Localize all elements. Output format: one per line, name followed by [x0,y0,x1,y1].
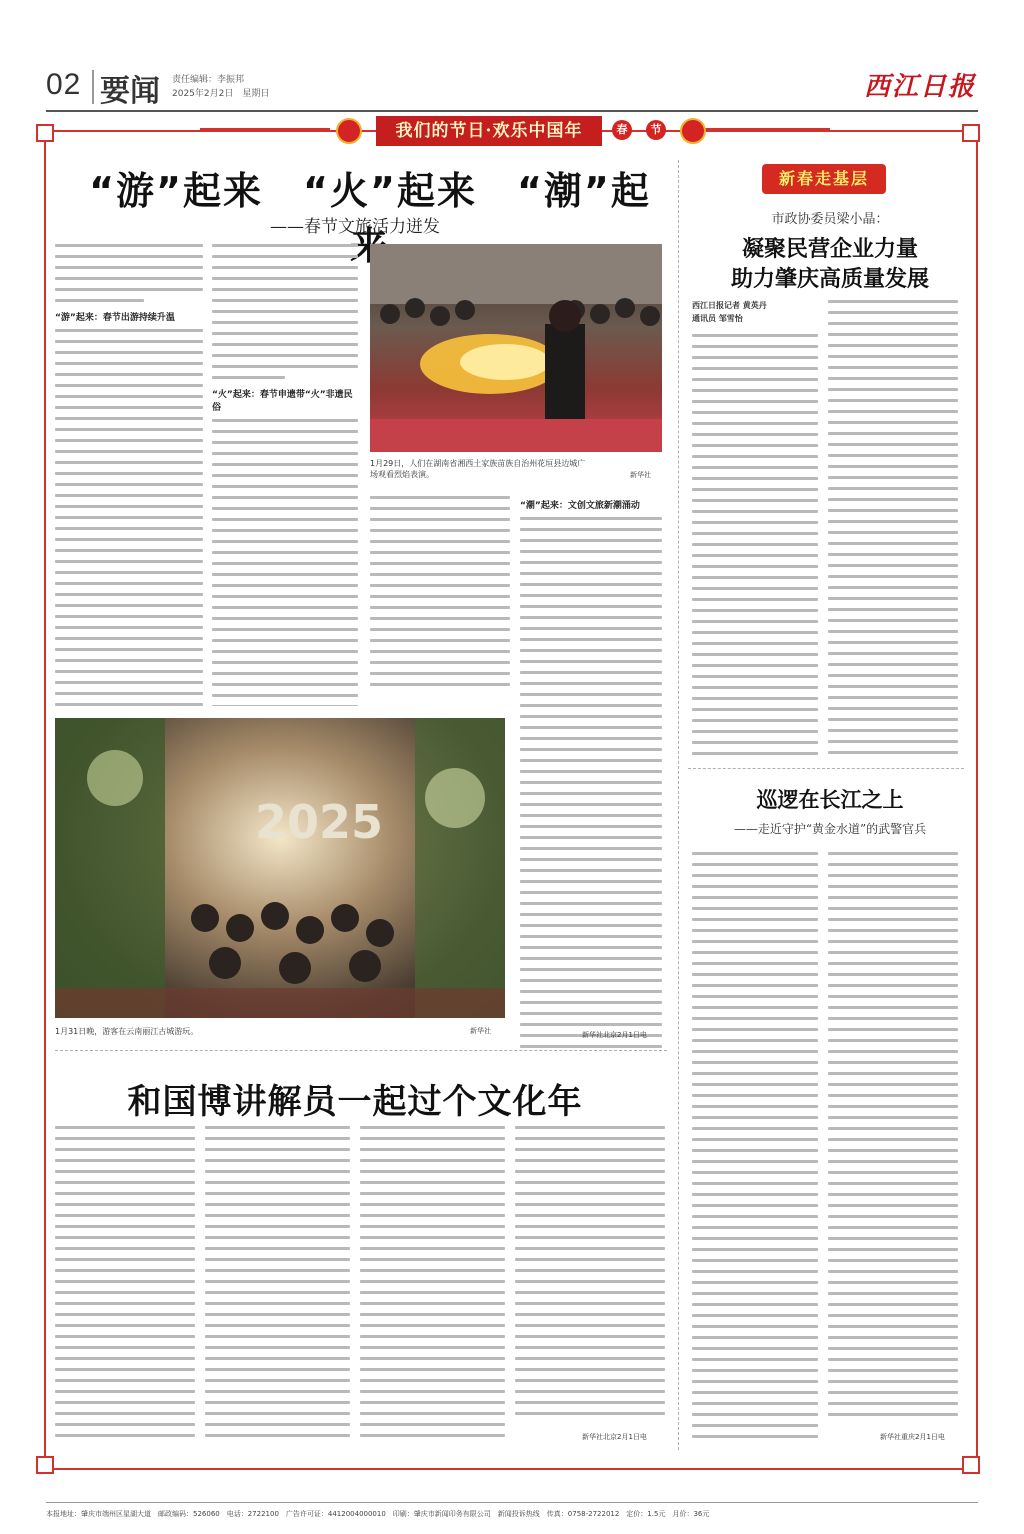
rc-story2-col-2 [828,852,958,1424]
lead-subhead-3: “潮”起来：文创文旅新潮涌动 [520,501,640,511]
masthead-divider [92,70,94,104]
lead-subheadline: ——春节文旅活力迸发 [270,217,440,237]
rc-headline-line2: 助力肇庆高质量发展 [730,266,929,292]
newspaper-logo: 西江日报 [863,72,976,102]
editor-line: 责任编辑：李振邦 [172,75,245,85]
bottom-text-col-3 [360,1126,505,1444]
rc-byline-reporter: 西江日报记者 黄英丹 [692,301,767,310]
photo-fire-performance [370,244,662,452]
rc-headline-line1: 凝聚民营企业力量 [741,236,918,262]
rc-story2-col-1 [692,852,818,1442]
lantern-icon [680,118,706,144]
frame-corner-ornament [962,124,980,142]
masthead-rule [46,110,978,112]
bottom-dateline: 新华社北京2月1日电 [582,1433,647,1441]
rc-text-col-2 [828,300,958,762]
page-number: 02 [46,68,82,101]
banner-rule-left [200,128,330,130]
lead-text-col-1 [55,244,203,706]
section-title: 要闻 [100,74,160,109]
lead-dateline: 新华社北京2月1日电 [582,1031,647,1039]
badge-jie: 节 [646,120,666,140]
lead-text-col-3 [370,496,510,710]
bottom-headline: 和国博讲解员一起过个文化年 [127,1082,583,1122]
photo2-credit: 新华社 [470,1027,491,1035]
bottom-text-col-4 [515,1126,665,1426]
photo1-credit: 新华社 [630,471,651,479]
lead-subhead-1: “游”起来：春节出游持续升温 [55,313,175,323]
page-footer: 本报地址：肇庆市端州区星湖大道 邮政编码：526060 电话：2722100 广告许可证：4412004000010 印刷：肇庆市新闻印务有限公司 新闻投诉热线 传真：0758-2722012 定价：1.5元 月价：36元 [46,1502,978,1519]
photo2-caption: 1月31日晚，游客在云南丽江古城游玩。 [55,1027,199,1036]
svg-text:2025: 2025 [255,795,384,849]
rc-text-col-1 [692,334,818,762]
frame-corner-ornament [36,124,54,142]
lead-text-col-4 [520,496,662,1056]
frame-corner-ornament [962,1456,980,1474]
bottom-text-col-2 [205,1126,350,1444]
badge-chun: 春 [612,120,632,140]
rc-byline-correspondent: 通讯员 邹雪怡 [692,314,743,323]
lead-text-col-2 [212,244,358,706]
photo1-caption: 1月29日，人们在湖南省湘西土家族苗族自治州花垣县边城广场观看烈焰表演。 [370,459,586,479]
section-divider [55,1050,667,1051]
photo-lantern-garden [55,718,505,1018]
banner-rule-right [700,128,830,130]
rc-story2-headline: 巡逻在长江之上 [756,788,904,812]
banner-title: 我们的节日·欢乐中国年 [376,116,602,146]
frame-corner-ornament [36,1456,54,1474]
new-spring-badge: 新春走基层 [762,164,886,194]
lead-subhead-2: “火”起来：春节申遗带“火”非遗民俗 [212,390,353,413]
rc-story2-subheadline: ——走近守护“黄金水道”的武警官兵 [733,822,927,836]
rc-story2-dateline: 新华社重庆2月1日电 [880,1433,945,1441]
right-section-divider [688,768,964,769]
lead-headline: “游”起来 “火”起来 “潮”起 [89,169,651,213]
date-line: 2025年2月2日 星期日 [172,89,270,99]
rc-kicker: 市政协委员梁小晶： [771,212,889,227]
lantern-icon [336,118,362,144]
column-divider [678,160,679,1450]
bottom-text-col-1 [55,1126,195,1444]
